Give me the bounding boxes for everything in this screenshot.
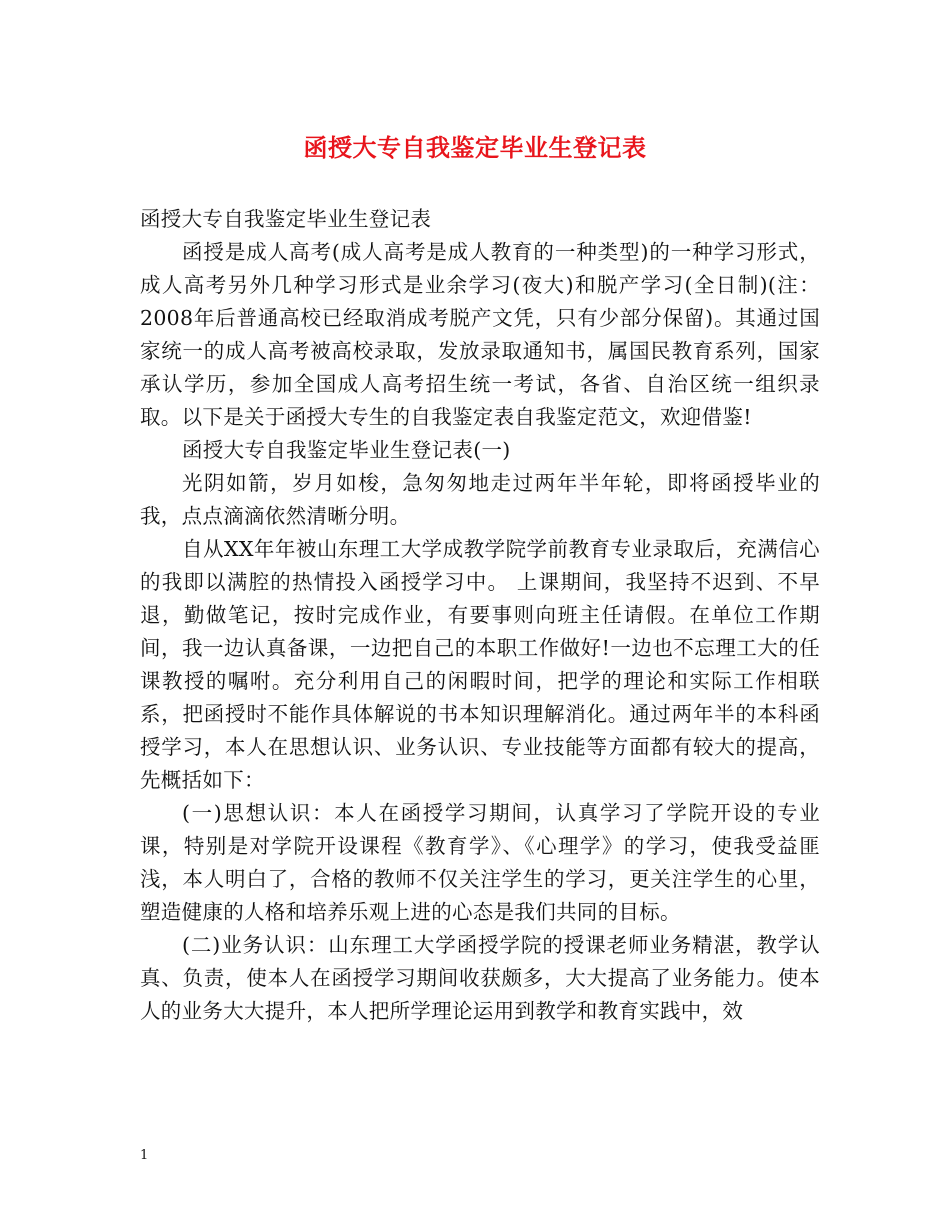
- paragraph-section-title: 函授大专自我鉴定毕业生登记表(一): [182, 438, 511, 462]
- paragraph-heading: 函授大专自我鉴定毕业生登记表: [140, 207, 432, 231]
- paragraph-intro: 函授是成人高考(成人高考是成人教育的一种类型)的一种学习形式，成人高考另外几种学习形式是业余学习(夜大)和脱产学习(全日制)(注：2008年后普通高校已经取消成考脱产文凭，只有少部分保留)。其通过国家统一的成人高考被高校录取，发放录取通知书，属国民教育系列，国家承认学历，参加全国成人高考招生统一考试，各省、自治区统一组织录取。以下是关于函授大专生的自我鉴定表自我鉴定范文，欢迎借鉴!: [140, 240, 820, 429]
- paragraph-thought: (一)思想认识：本人在函授学习期间，认真学习了学院开设的专业课，特别是对学院开设课程《教育学》、《心理学》的学习，使我受益匪浅，本人明白了，合格的教师不仅关注学生的学习，更关注学生的心里，塑造健康的人格和培养乐观上进的心态是我们共同的目标。: [140, 801, 820, 924]
- paragraph-business: (二)业务认识：山东理工大学函授学院的授课老师业务精湛，教学认真、负责，使本人在函授学习期间收获颇多，大大提高了业务能力。使本人的业务大大提升，本人把所学理论运用到教学和教育实践中，效: [140, 933, 820, 1023]
- document-body: [140, 203, 820, 1028]
- document-title: 函授大专自我鉴定毕业生登记表: [303, 133, 647, 162]
- page-number: 1: [140, 1148, 149, 1163]
- paragraph-opening: 光阴如箭，岁月如梭，急匆匆地走过两年半年轮，即将函授毕业的我，点点滴滴依然清晰分明。: [140, 471, 820, 528]
- paragraph-study: 自从XX年年被山东理工大学成教学院学前教育专业录取后，充满信心的我即以满腔的热情投入函授学习中。 上课期间，我坚持不迟到、不早退，勤做笔记，按时完成作业，有要事则向班主任请假。在单位工作期间，我一边认真备课，一边把自己的本职工作做好!一边也不忘理工大的任课教授的嘱咐。充分利用自己的闲暇时间，把学的理论和实际工作相联系，把函授时不能作具体解说的书本知识理解消化。通过两年半的本科函授学习，本人在思想认识、业务认识、专业技能等方面都有较大的提高，先概括如下：: [140, 537, 820, 792]
